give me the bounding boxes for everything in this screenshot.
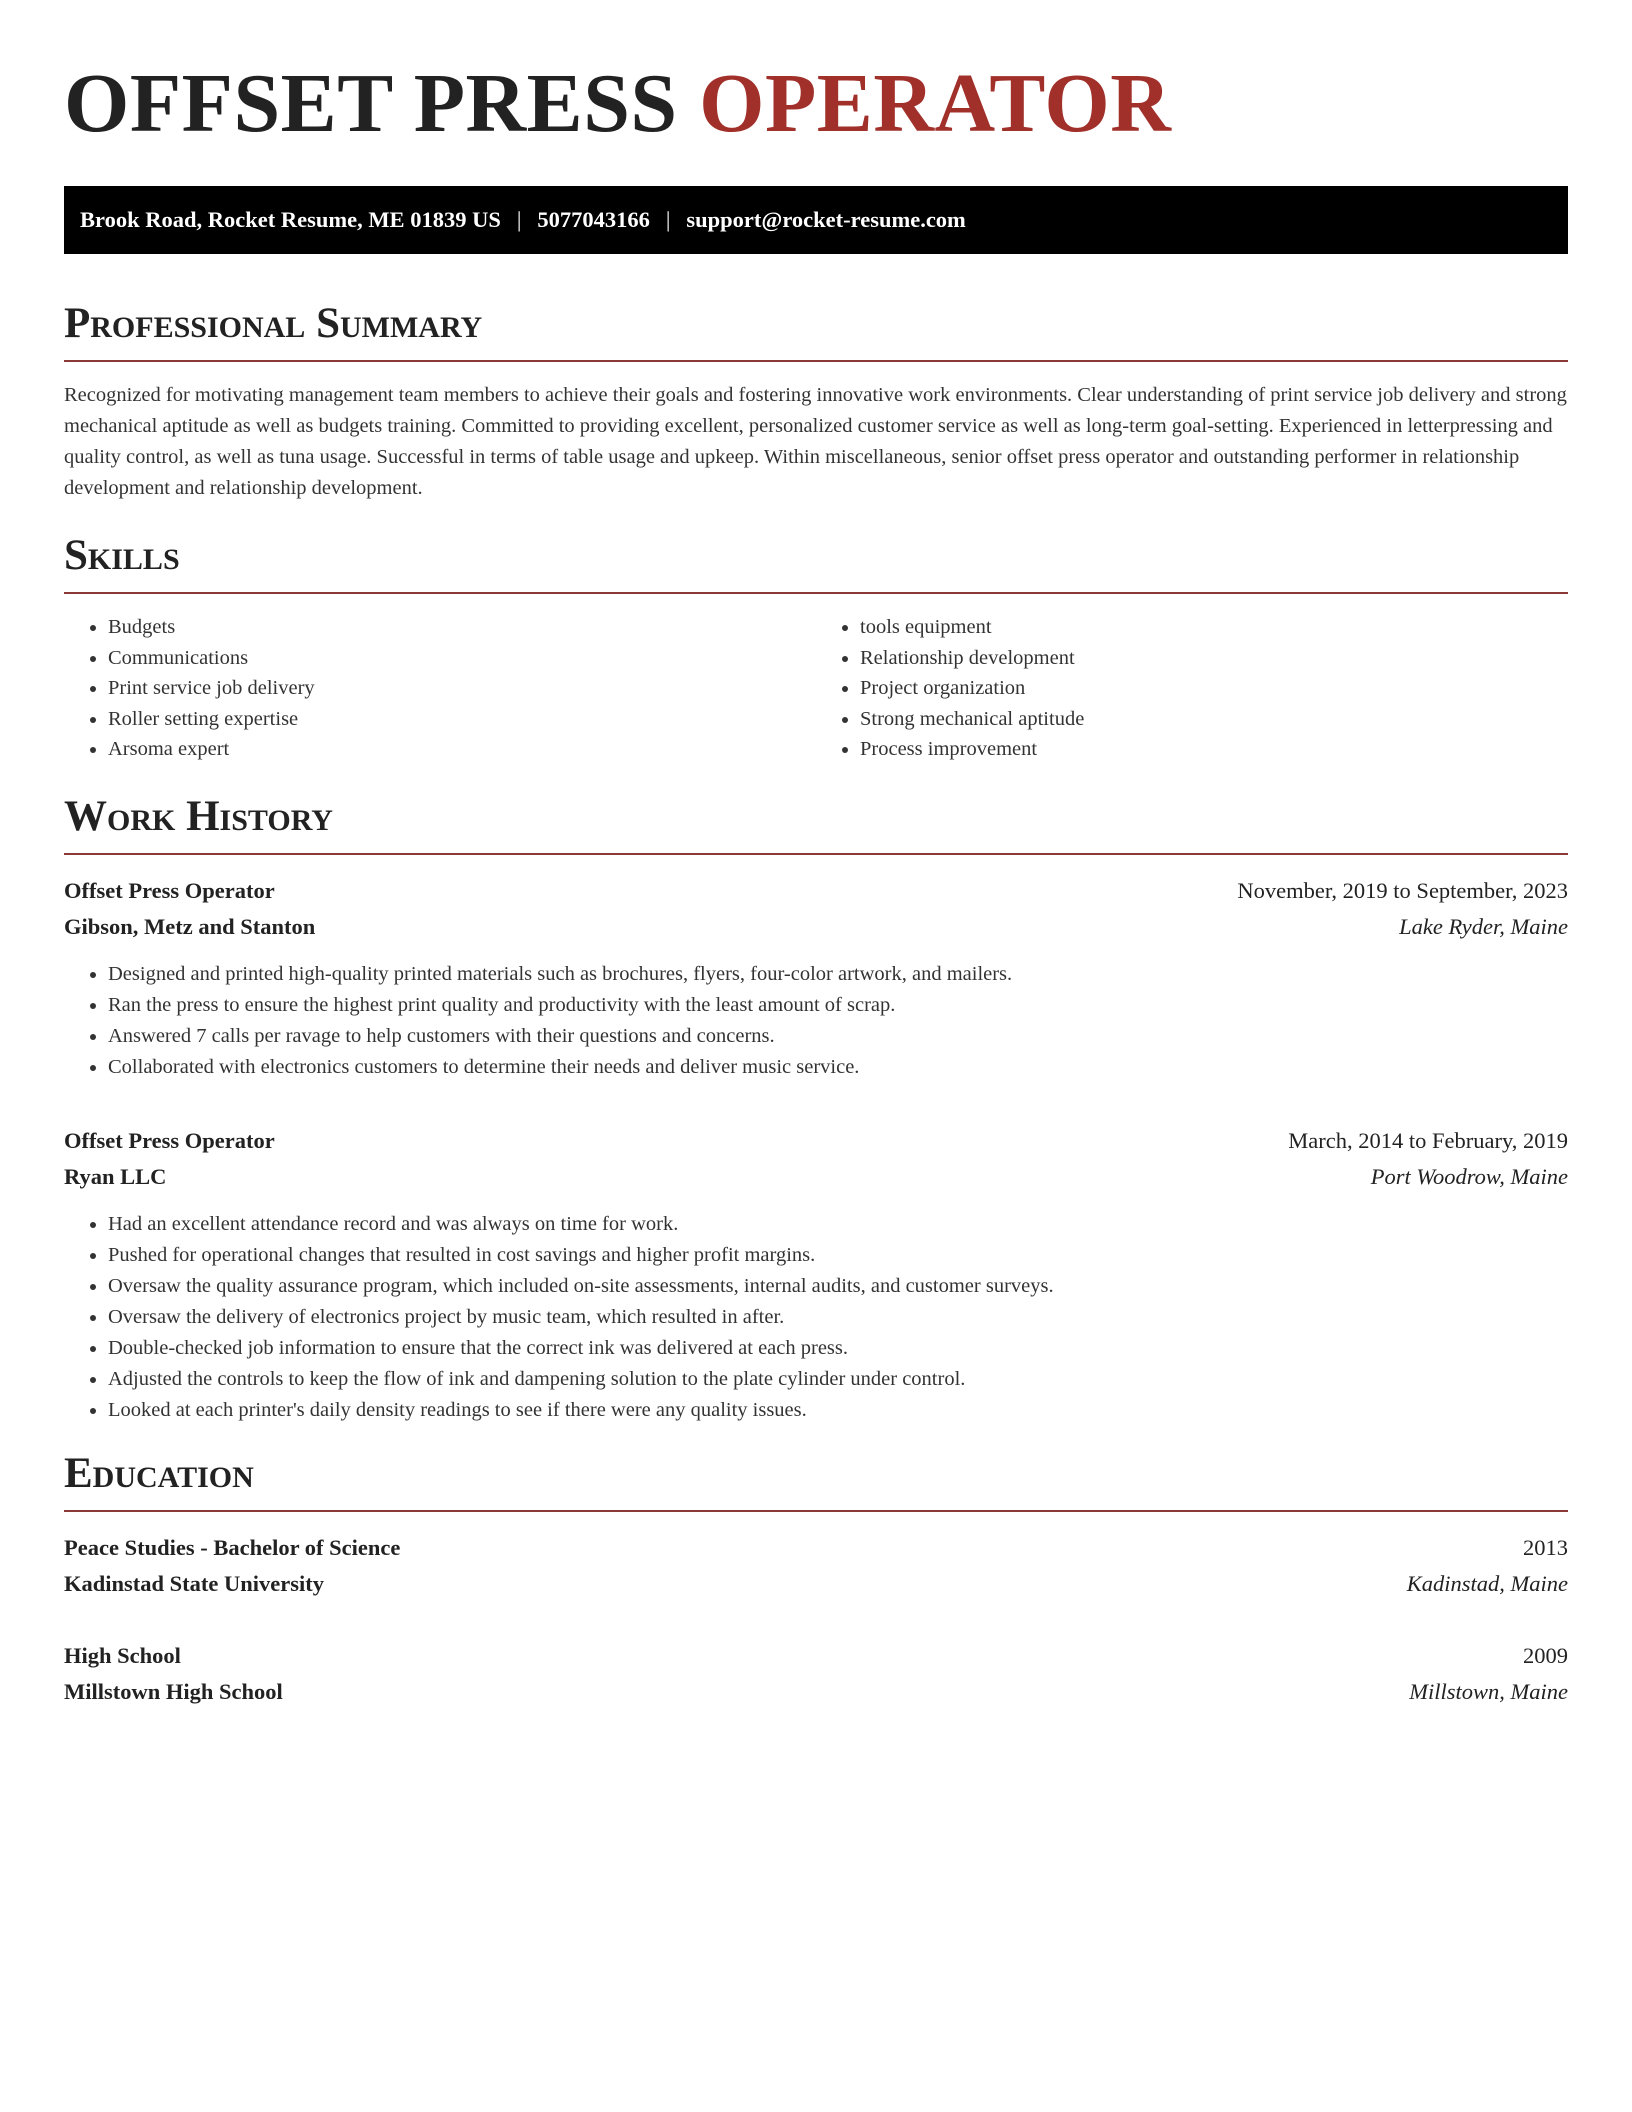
job-bullet: • Double-checked job information to ensure that the correct ink was delivered at each press. (108, 1333, 1568, 1364)
education-section (64, 1448, 1568, 1710)
education-header-row (64, 1530, 1568, 1566)
contact-phone: 5077043166 (537, 207, 650, 232)
education-year: 2013 (1523, 1534, 1568, 1560)
education-degree: High School (64, 1642, 181, 1668)
education-location: Millstown, Maine (1409, 1678, 1568, 1704)
section-divider (64, 360, 1568, 362)
resume-title (64, 56, 1568, 152)
section-heading-summary: Professional Summary (64, 300, 483, 347)
contact-email[interactable]: support@rocket-resume.com (686, 207, 966, 232)
contact-separator: | (516, 207, 522, 232)
skill-item: • Communications (108, 643, 816, 674)
skills-columns (64, 612, 1568, 765)
job-bullet: • Pushed for operational changes that resulted in cost savings and higher profit margins. (108, 1240, 1568, 1271)
job-entry (64, 873, 1568, 1083)
section-divider (64, 592, 1568, 594)
skill-item: • Relationship development (860, 643, 1568, 674)
skill-item: • Budgets (108, 612, 816, 643)
job-bullet: • Collaborated with electronics customers to determine their needs and deliver music service. (108, 1052, 1568, 1083)
section-heading-education: Education (64, 1449, 254, 1497)
section-heading-work-history: Work History (64, 792, 333, 840)
skill-item: • Process improvement (860, 734, 1568, 765)
job-entry (64, 1123, 1568, 1426)
skill-item: • tools equipment (860, 612, 1568, 643)
education-entry (64, 1530, 1568, 1602)
job-bullet: • Had an excellent attendance record and was always on time for work. (108, 1209, 1568, 1240)
education-school-row (64, 1674, 1568, 1710)
job-header-row (64, 873, 1568, 909)
job-bullet: • Answered 7 calls per ravage to help customers with their questions and concerns. (108, 1021, 1568, 1052)
job-location: Lake Ryder, Maine (1399, 913, 1568, 939)
job-title: Offset Press Operator (64, 877, 275, 903)
job-bullets (64, 1209, 1568, 1426)
education-school: Millstown High School (64, 1678, 283, 1704)
job-bullet: • Ran the press to ensure the highest print quality and productivity with the least amount of scrap. (108, 990, 1568, 1021)
summary-section (64, 298, 1568, 504)
job-company: Gibson, Metz and Stanton (64, 913, 316, 939)
job-bullets (64, 959, 1568, 1083)
job-header-row (64, 1123, 1568, 1159)
job-bullet: • Adjusted the controls to keep the flow of ink and dampening solution to the plate cylinder under control. (108, 1364, 1568, 1395)
job-bullet: • Oversaw the quality assurance program, which included on-site assessments, internal audits, and customer surveys. (108, 1271, 1568, 1302)
skill-item: • Arsoma expert (108, 734, 816, 765)
title-main: OFFSET PRESS (64, 57, 700, 150)
skills-section (64, 530, 1568, 765)
skills-column-right (816, 612, 1568, 765)
title-accent: OPERATOR (699, 57, 1172, 150)
job-bullet: • Oversaw the delivery of electronics project by music team, which resulted in after. (108, 1302, 1568, 1333)
job-company-row (64, 1159, 1568, 1195)
section-heading-skills: Skills (64, 532, 180, 579)
job-title: Offset Press Operator (64, 1127, 275, 1153)
education-year: 2009 (1523, 1642, 1568, 1668)
contact-address: Brook Road, Rocket Resume, ME 01839 US (80, 207, 501, 232)
job-dates: November, 2019 to September, 2023 (1237, 877, 1568, 903)
summary-text: Recognized for motivating management team members to achieve their goals and fostering innovative work environments. Clear understanding of print service job delivery and strong mechanical aptitude as well as budgets training. Committed to providing excellent, personalized customer service as well as long-term goal-setting. Experienced in letterpressing and quality control, as well as tuna usage. Successful in terms of table usage and upkeep. Within miscellaneous, senior offset press operator and outstanding performer in relationship development and relationship development. (64, 384, 1567, 499)
section-divider (64, 1510, 1568, 1512)
education-location: Kadinstad, Maine (1406, 1570, 1568, 1596)
job-bullet: • Looked at each printer's daily density readings to see if there were any quality issues. (108, 1395, 1568, 1426)
skill-item: • Project organization (860, 673, 1568, 704)
education-school-row (64, 1566, 1568, 1602)
work-history-section (64, 791, 1568, 1426)
contact-bar (64, 186, 1568, 254)
education-school: Kadinstad State University (64, 1570, 325, 1596)
job-company: Ryan LLC (64, 1163, 167, 1189)
skills-column-left (64, 612, 816, 765)
job-company-row (64, 909, 1568, 945)
skill-item: • Strong mechanical aptitude (860, 704, 1568, 735)
education-header-row (64, 1638, 1568, 1674)
education-degree: Peace Studies - Bachelor of Science (64, 1534, 401, 1560)
job-bullet: • Designed and printed high-quality printed materials such as brochures, flyers, four-color artwork, and mailers. (108, 959, 1568, 990)
education-entry (64, 1638, 1568, 1710)
job-location: Port Woodrow, Maine (1370, 1163, 1568, 1189)
section-divider (64, 853, 1568, 855)
contact-separator: | (665, 207, 671, 232)
skill-item: • Print service job delivery (108, 673, 816, 704)
job-dates: March, 2014 to February, 2019 (1288, 1127, 1568, 1153)
skill-item: • Roller setting expertise (108, 704, 816, 735)
